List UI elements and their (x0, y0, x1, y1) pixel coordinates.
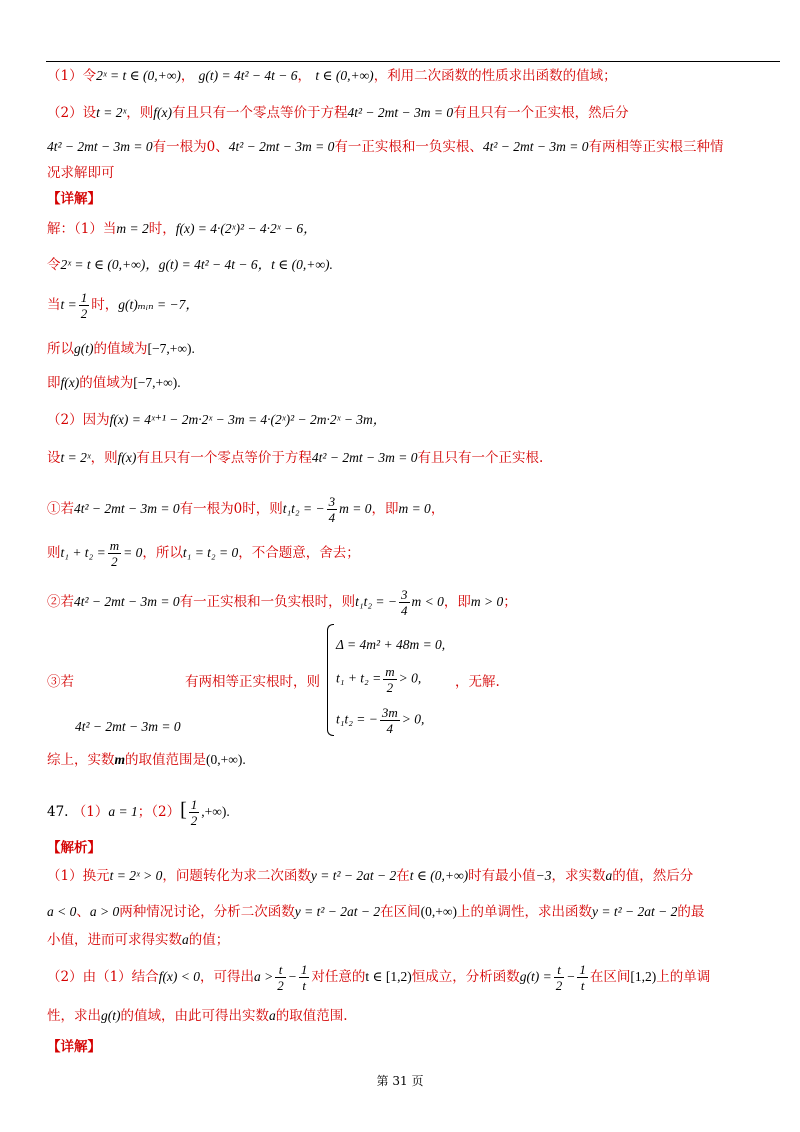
q47-analysis-line-1: （1）换元t = 2ˣ > 0，问题转化为求二次函数y = t² − 2at − 2在t ∈ (0,+∞)时有最小值−3，求实数a的值，然后分 (47, 868, 694, 884)
analysis-heading-47: 【解析】 (47, 840, 101, 856)
detail-heading-47: 【详解】 (47, 1039, 101, 1055)
solution-line-2: 令2ˣ = t ∈ (0,+∞)，g(t) = 4t² − 4t − 6，t ∈ (0,+∞). (47, 257, 333, 273)
detail-heading-46: 【详解】 (47, 191, 101, 207)
system-line-2: t₁ + t₂ = $\frac{m}{2}$ > 0, (336, 664, 422, 695)
top-rule (46, 61, 780, 62)
q47-analysis-line-4: （2）由（1）结合f(x) < 0，可得出a > $\frac{t}{2}$ − $\frac{1}{t}$ 对任意的t ∈ [1,2)恒成立，分析函数g(t) = $\frac{t}{2}$ − $\frac{1}{t}$ 在区间[1,2)上的单调 (47, 962, 711, 993)
analysis-line-2: （2）设t = 2ˣ，则f(x)有且只有一个零点等价于方程4t² − 2mt − 3m = 0有且只有一个正实根，然后分 (47, 105, 629, 121)
solution-line-3: 当t = $\frac{1}{2}$ 时，g(t)ₘᵢₙ = −7， (47, 290, 199, 321)
page-footer: 第 31 页 (376, 1074, 424, 1088)
q47-analysis-line-2: a < 0、a > 0两种情况讨论，分析二次函数y = t² − 2at − 2在区间(0,+∞)上的单调性，求出函数y = t² − 2at − 2的最 (47, 904, 705, 920)
conclusion-line: 综上，实数m的取值范围是(0,+∞). (47, 752, 246, 768)
case-3-label: ③若 (47, 674, 74, 690)
q47-analysis-line-3: 小值，进而可求得实数a的值； (47, 932, 230, 948)
system-brace (327, 624, 334, 736)
case-3-conclusion: ，无解. (455, 674, 500, 690)
analysis-line-4: 况求解即可 (47, 165, 115, 181)
q47-answer-line: 47. （1）a = 1；（2）[ $\frac{1}{2}$ ,+∞). (47, 797, 230, 828)
solution-line-4: 所以g(t)的值域为[−7,+∞). (47, 341, 195, 357)
analysis-line-3: 4t² − 2mt − 3m = 0有一根为0、4t² − 2mt − 3m = 0有一正实根和一负实根、4t² − 2mt − 3m = 0有两相等正实根三种情 (47, 139, 724, 155)
solution-line-7: 设t = 2ˣ，则f(x)有且只有一个零点等价于方程4t² − 2mt − 3m = 0有且只有一个正实根. (47, 450, 544, 466)
case-2-line: ②若4t² − 2mt − 3m = 0有一正实根和一负实根时，则t₁t₂ = − $\frac{3}{4}$ m < 0，即m > 0； (47, 587, 517, 618)
case-3-equation: 4t² − 2mt − 3m = 0 (75, 719, 181, 734)
case-1b-line: 则t₁ + t₂ = $\frac{m}{2}$ = 0，所以t₁ = t₂ = 0，不合题意，舍去； (47, 538, 360, 569)
solution-line-6: （2）因为f(x) = 4ˣ⁺¹ − 2m·2ˣ − 3m = 4·(2ˣ)² − 2m·2ˣ − 3m， (47, 412, 387, 428)
system-line-3: t₁t₂ = − $\frac{3m}{4}$ > 0, (336, 705, 425, 736)
case-1-line: ①若4t² − 2mt − 3m = 0有一根为0时，则t₁t₂ = − $\frac{3}{4}$ m = 0，即m = 0， (47, 494, 445, 525)
solution-line-5: 即f(x)的值域为[−7,+∞). (47, 375, 181, 391)
analysis-line-1: （1）令2ˣ = t ∈ (0,+∞)， g(t) = 4t² − 4t − 6， t ∈ (0,+∞)，利用二次函数的性质求出函数的值域； (47, 68, 617, 84)
system-line-1: Δ = 4m² + 48m = 0, (336, 637, 446, 652)
case-3-text: 有两相等正实根时，则 (185, 674, 320, 690)
q47-analysis-line-5: 性，求出g(t)的值域，由此可得出实数a的取值范围. (47, 1008, 348, 1024)
solution-line-1: 解：（1）当m = 2时，f(x) = 4·(2ˣ)² − 4·2ˣ − 6， (47, 221, 317, 237)
